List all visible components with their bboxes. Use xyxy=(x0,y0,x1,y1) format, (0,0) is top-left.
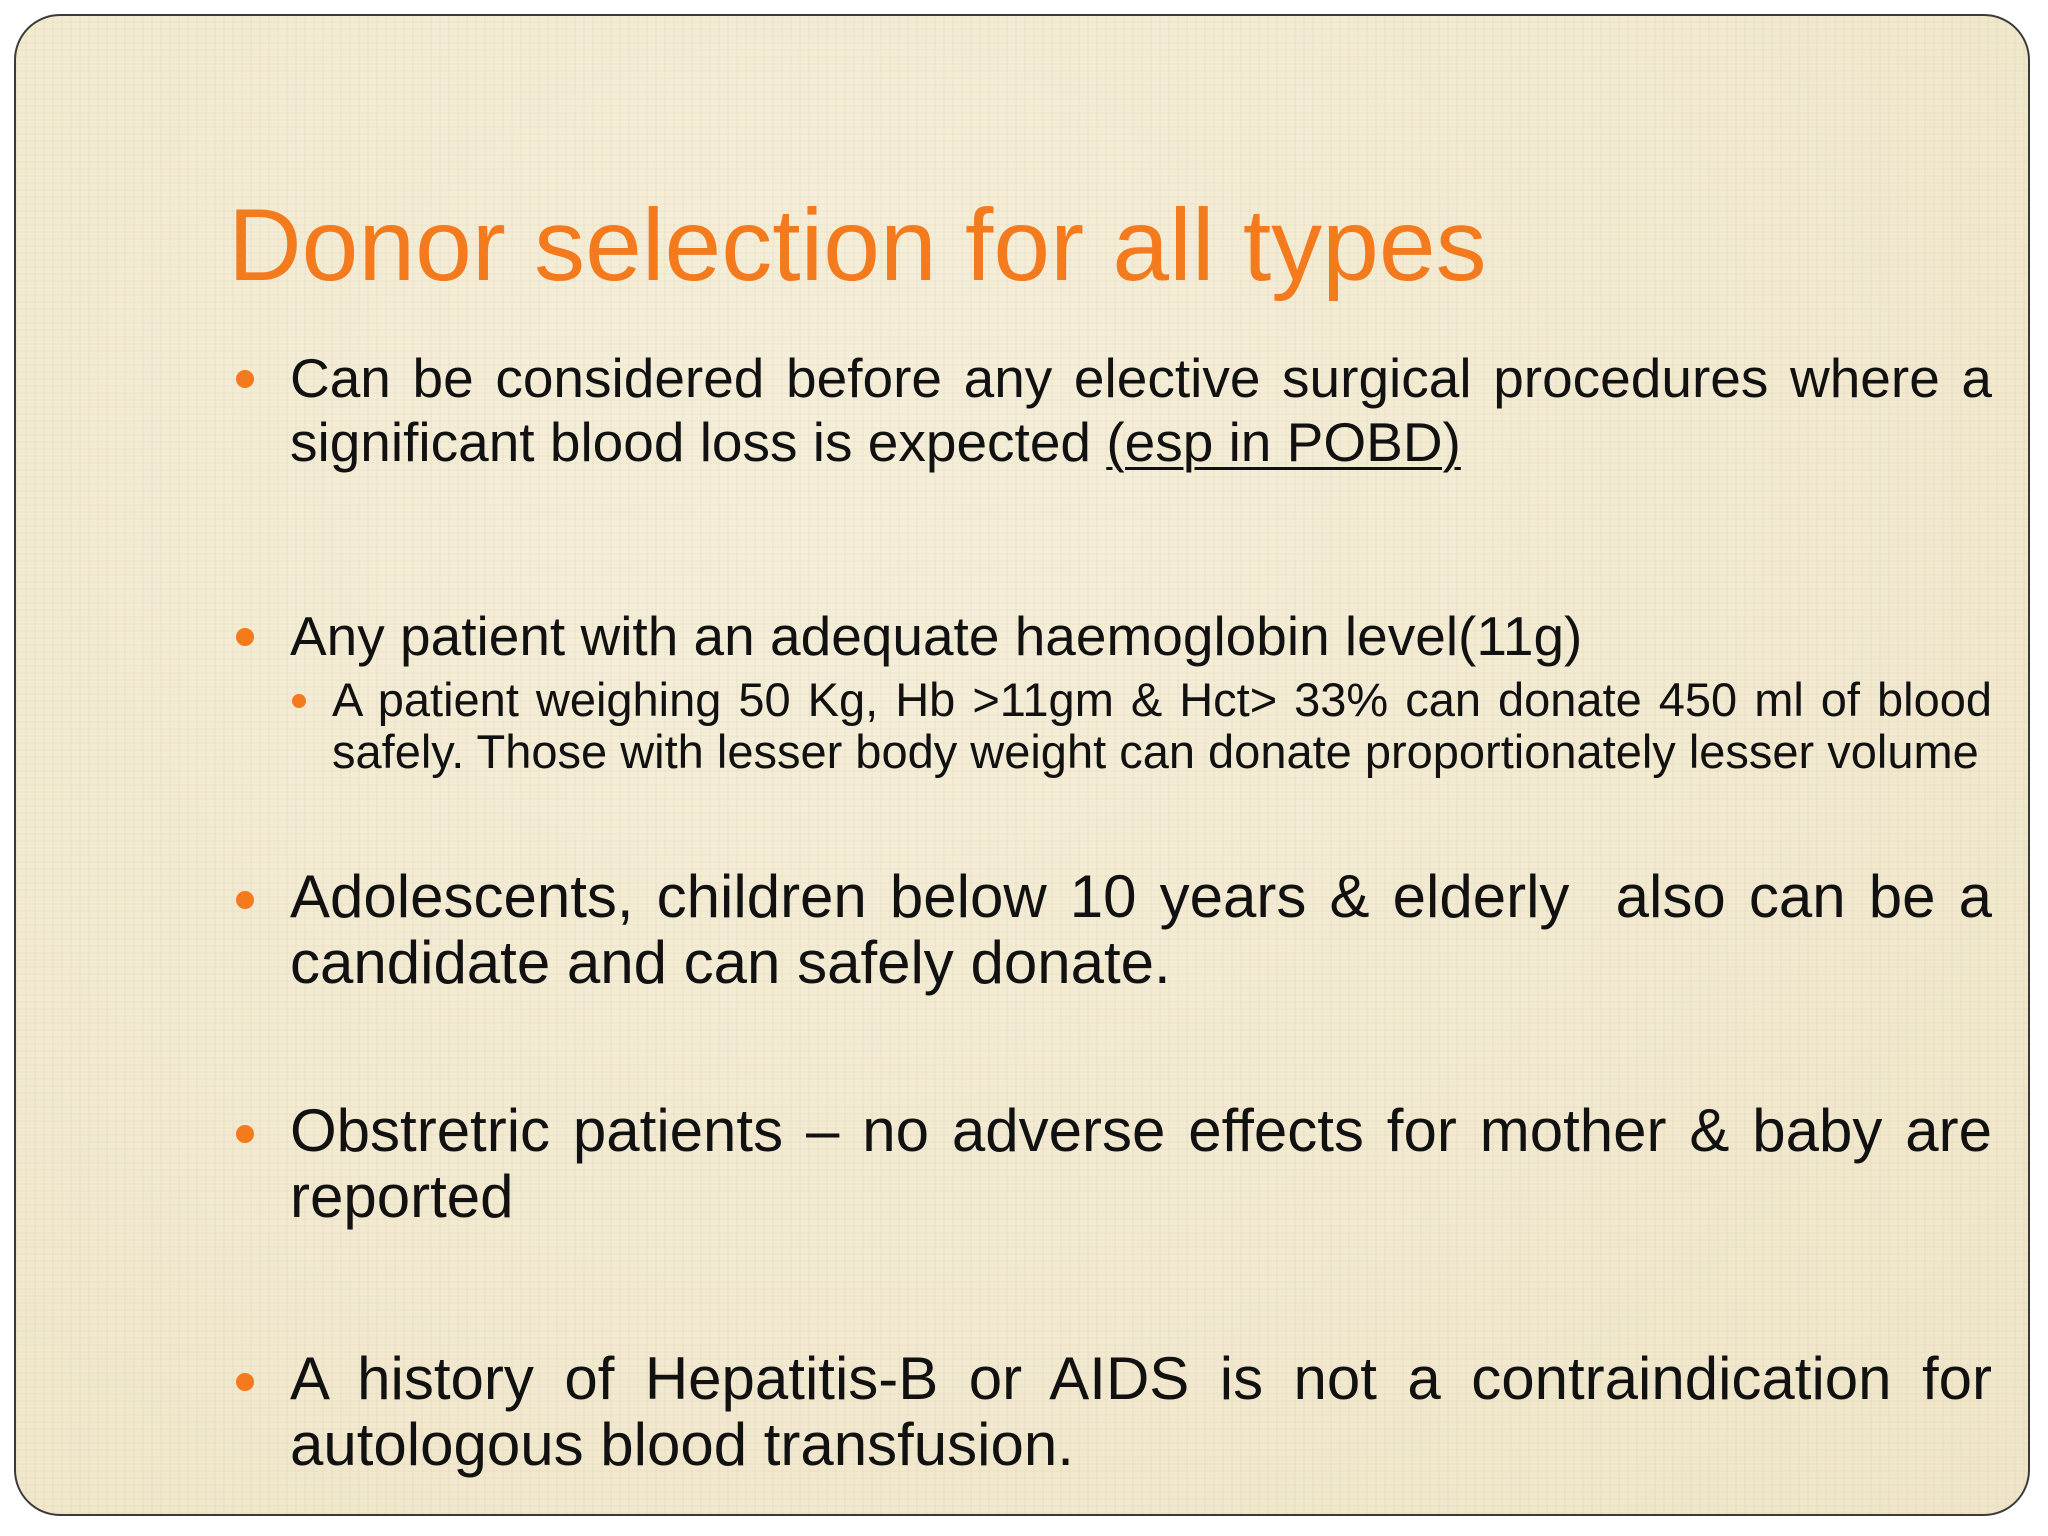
bullet-dot-icon xyxy=(236,891,254,909)
sub-bullet-dot-icon xyxy=(292,694,306,708)
sub-bullet-item-donation-volume xyxy=(290,674,1992,778)
bullet-underlined-text: (esp in POBD) xyxy=(1106,411,1461,473)
bullet-text: Any patient with an adequate haemoglobin level(11g) xyxy=(290,605,1583,667)
bullet-text: Can be considered before any elective surgical procedures where a significant blood loss is expected xyxy=(290,347,1992,473)
bullet-item-age-groups xyxy=(228,863,2009,996)
bullet-item-elective-surgery xyxy=(228,346,1992,474)
sub-bullet-text: A patient weighing 50 Kg, Hb >11gm & Hct> 33% can donate 450 ml of blood safely. Those with lesser body weight can donate proportionately lesser volume xyxy=(332,673,1992,778)
bullet-item-obstetric xyxy=(228,1098,1992,1230)
bullet-item-haemoglobin xyxy=(228,604,1992,668)
slide xyxy=(14,14,2030,1516)
bullet-text: A history of Hepatitis-B or AIDS is not a contraindication for autologous blood transfusion. xyxy=(290,1345,1992,1478)
bullet-dot-icon xyxy=(236,370,254,388)
bullet-dot-icon xyxy=(236,1373,254,1391)
slide-title: Donor selection for all types xyxy=(228,188,1487,302)
bullet-dot-icon xyxy=(236,1125,254,1143)
bullet-text: Adolescents, children below 10 years & elderly also can be a candidate and can safely donate. xyxy=(290,863,2009,996)
bullet-dot-icon xyxy=(236,628,254,646)
bullet-item-hepatitis-aids xyxy=(228,1346,1992,1478)
bullet-list xyxy=(228,346,2009,1478)
bullet-text: Obstretric patients – no adverse effects for mother & baby are reported xyxy=(290,1097,1992,1230)
